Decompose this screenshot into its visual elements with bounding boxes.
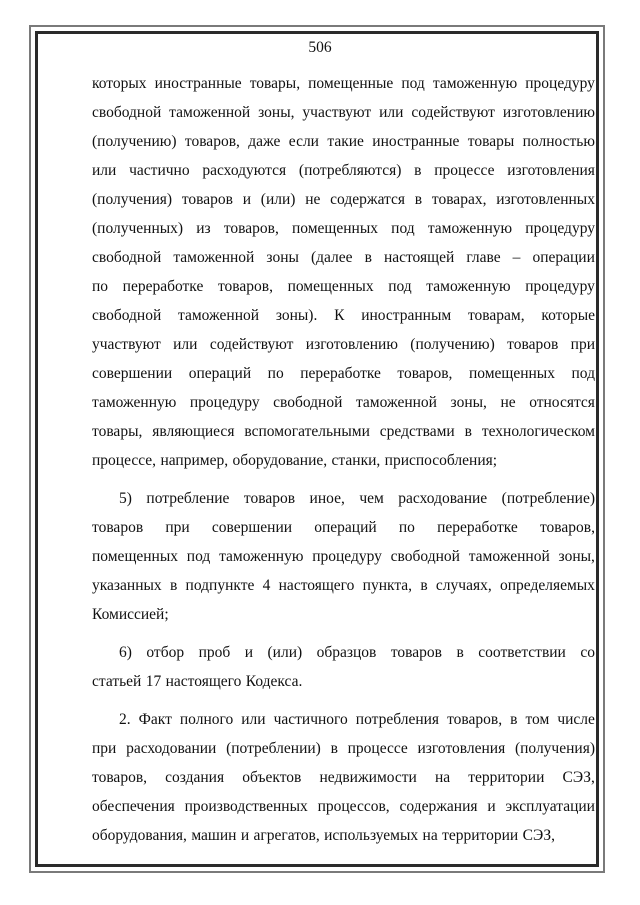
paragraph-gap — [92, 629, 595, 638]
text-line: свободной таможенной зоны, участвуют или содействуют изготовлению — [92, 104, 595, 121]
paragraph — [92, 705, 595, 850]
paragraph — [92, 484, 595, 629]
text-line: которых иностранные товары, помещенные под таможенную процедуру — [92, 75, 595, 92]
text-line: по переработке товаров, помещенных под таможенную процедуру — [92, 278, 595, 295]
text-line: участвуют или содействуют изготовлению (получению) товаров при — [92, 336, 595, 353]
text-line: обеспечения производственных процессов, содержания и эксплуатации — [92, 798, 595, 815]
text-line: указанных в подпункте 4 настоящего пункта, в случаях, определяемых — [92, 577, 595, 594]
paragraph-gap — [92, 696, 595, 705]
text-line: свободной таможенной зоны (далее в настоящей главе – операции — [92, 249, 595, 266]
text-line: таможенную процедуру свободной таможенной зоны, не относятся — [92, 394, 595, 411]
paragraph — [92, 69, 595, 475]
document-body — [92, 69, 595, 850]
text-line: товаров при совершении операций по переработке товаров, — [92, 519, 595, 536]
text-line: статьей 17 настоящего Кодекса. — [92, 673, 303, 690]
text-line: 5) потребление товаров иное, чем расходование (потребление) — [119, 490, 595, 507]
paragraph — [92, 638, 595, 696]
text-line: или частично расходуются (потребляются) в процессе изготовления — [92, 162, 595, 179]
text-line: свободной таможенной зоны). К иностранным товарам, которые — [92, 307, 595, 324]
text-line: помещенных под таможенную процедуру свободной таможенной зоны, — [92, 548, 595, 565]
text-line: оборудования, машин и агрегатов, используемых на территории СЭЗ, — [92, 827, 556, 844]
text-line: товары, являющиеся вспомогательными средствами в технологическом — [92, 423, 595, 440]
text-line: (получения) товаров и (или) не содержатся в товарах, изготовленных — [92, 191, 595, 208]
text-line: товаров, создания объектов недвижимости на территории СЭЗ, — [92, 769, 595, 786]
text-line: совершении операций по переработке товаров, помещенных под — [92, 365, 595, 382]
paragraph-gap — [92, 475, 595, 484]
text-line: 2. Факт полного или частичного потребления товаров, в том числе — [119, 711, 595, 728]
page-number: 506 — [308, 39, 332, 56]
text-line: 6) отбор проб и (или) образцов товаров в соответствии со — [119, 644, 595, 661]
text-line: процессе, например, оборудование, станки, приспособления; — [92, 452, 498, 469]
text-line: Комиссией; — [92, 606, 169, 623]
text-line: (получению) товаров, даже если такие иностранные товары полностью — [92, 133, 595, 150]
text-line: (полученных) из товаров, помещенных под таможенную процедуру — [92, 220, 595, 237]
text-line: при расходовании (потреблении) в процессе изготовления (получения) — [92, 740, 595, 757]
